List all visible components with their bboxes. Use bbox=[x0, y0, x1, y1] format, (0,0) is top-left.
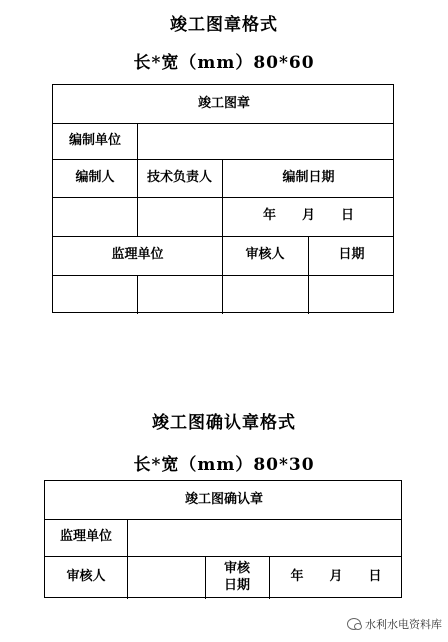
preparing-unit-label: 编制单位 bbox=[68, 132, 121, 148]
confirmation-stamp-table bbox=[44, 480, 402, 598]
stamp2-size: 长*宽（mm）80*30 bbox=[133, 455, 315, 475]
stamp2-reviewer-label: 审核人 bbox=[66, 569, 106, 585]
preparer-label: 编制人 bbox=[75, 169, 115, 185]
date-label: 日期 bbox=[338, 247, 365, 263]
stamp2-date-value: 年 月 日 bbox=[290, 569, 382, 585]
prep-date-value: 年 月 日 bbox=[262, 208, 354, 224]
prep-date-label: 编制日期 bbox=[282, 169, 335, 185]
stamp2-header: 竣工图确认章 bbox=[184, 491, 263, 507]
watermark bbox=[347, 616, 442, 632]
supervisor-unit-label: 监理单位 bbox=[111, 247, 164, 263]
reviewer-label: 审核人 bbox=[245, 247, 285, 263]
tech-lead-label: 技术负责人 bbox=[146, 169, 212, 185]
stamp1-heading: 竣工图章格式 bbox=[170, 15, 278, 35]
stamp1-size: 长*宽（mm）80*60 bbox=[133, 53, 315, 73]
watermark-text: 水利水电资料库 bbox=[365, 618, 442, 631]
wechat-icon bbox=[347, 618, 361, 630]
review-date-label: 审核 日期 bbox=[223, 560, 250, 593]
stamp2-supervisor-unit-label: 监理单位 bbox=[59, 529, 112, 545]
stamp2-heading: 竣工图确认章格式 bbox=[152, 413, 296, 433]
stamp1-header: 竣工图章 bbox=[197, 95, 250, 111]
completion-stamp-table bbox=[52, 84, 394, 313]
